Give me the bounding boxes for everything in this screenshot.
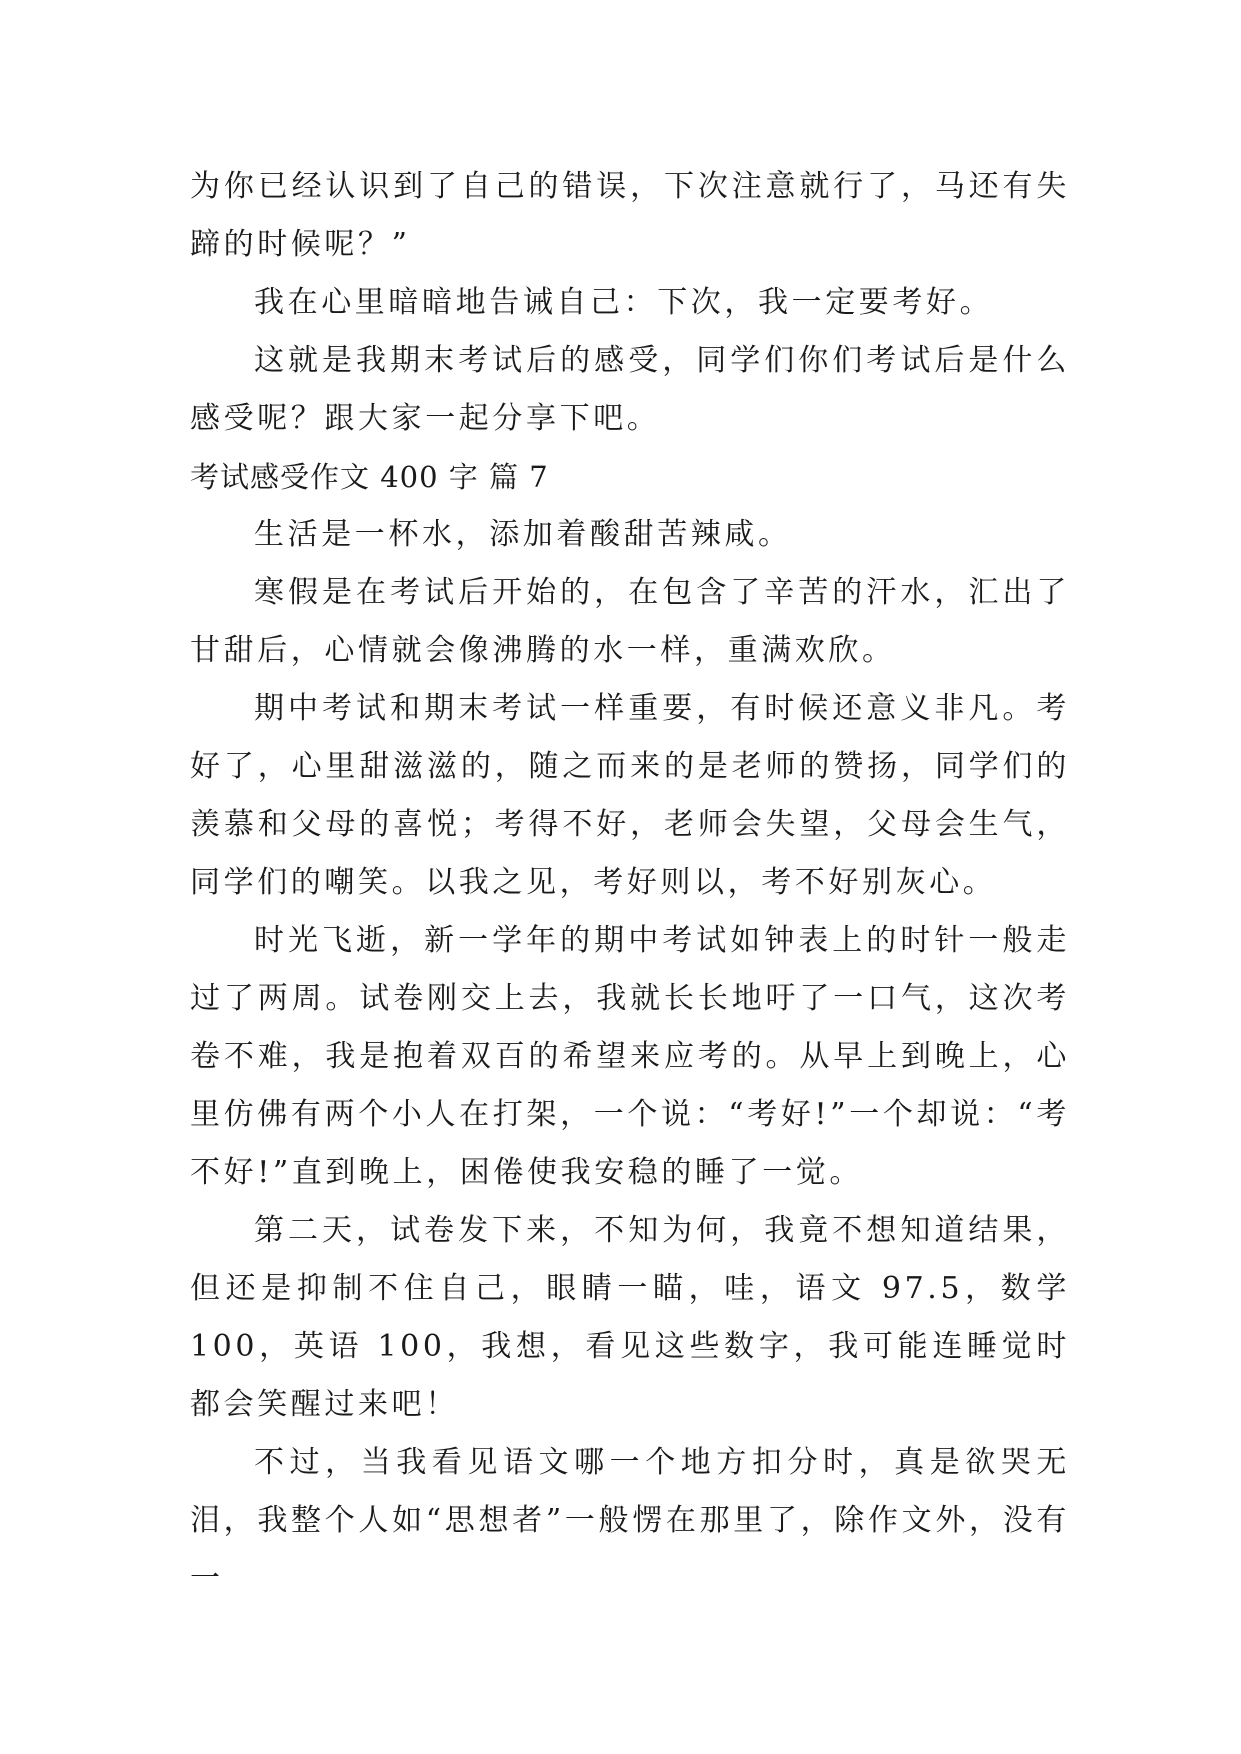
paragraph: 期中考试和期末考试一样重要，有时候还意义非凡。考好了，心里甜滋滋的，随之而来的是老师的赞扬，同学们的羡慕和父母的喜悦；考得不好，老师会失望，父母会生气，同学们的嘲笑。以我之见，考好则以，考不好别灰心。 xyxy=(190,691,1070,900)
paragraph: 寒假是在考试后开始的，在包含了辛苦的汗水，汇出了甘甜后，心情就会像沸腾的水一样，重满欢欣。 xyxy=(190,575,1070,668)
paragraph: 第二天，试卷发下来，不知为何，我竟不想知道结果，但还是抑制不住自己，眼睛一瞄，哇，语文 97.5，数学 100，英语 100，我想，看见这些数字，我可能连睡觉时都会笑醒过来吧！ xyxy=(190,1213,1070,1422)
paragraph-continuation: 为你已经认识到了自己的错误，下次注意就行了，马还有失蹄的时候呢？” xyxy=(190,169,1070,262)
paragraph: 生活是一杯水，添加着酸甜苦辣咸。 xyxy=(254,517,792,552)
paragraph: 我在心里暗暗地告诫自己：下次，我一定要考好。 xyxy=(254,285,994,320)
paragraph: 不过，当我看见语文哪一个地方扣分时，真是欲哭无泪，我整个人如“思想者”一般愣在那里了，除作文外，没有一 xyxy=(190,1445,1070,1596)
document-body xyxy=(190,158,1070,1608)
paragraph: 时光飞逝，新一学年的期中考试如钟表上的时针一般走过了两周。试卷刚交上去，我就长长地吁了一口气，这次考卷不难，我是抱着双百的希望来应考的。从早上到晚上，心里仿佛有两个小人在打架，一个说：“考好!”一个却说：“考不好!”直到晚上，困倦使我安稳的睡了一觉。 xyxy=(190,923,1070,1190)
paragraph: 这就是我期末考试后的感受，同学们你们考试后是什么感受呢？跟大家一起分享下吧。 xyxy=(190,343,1070,436)
section-heading: 考试感受作文 400 字 篇 7 xyxy=(190,460,549,494)
